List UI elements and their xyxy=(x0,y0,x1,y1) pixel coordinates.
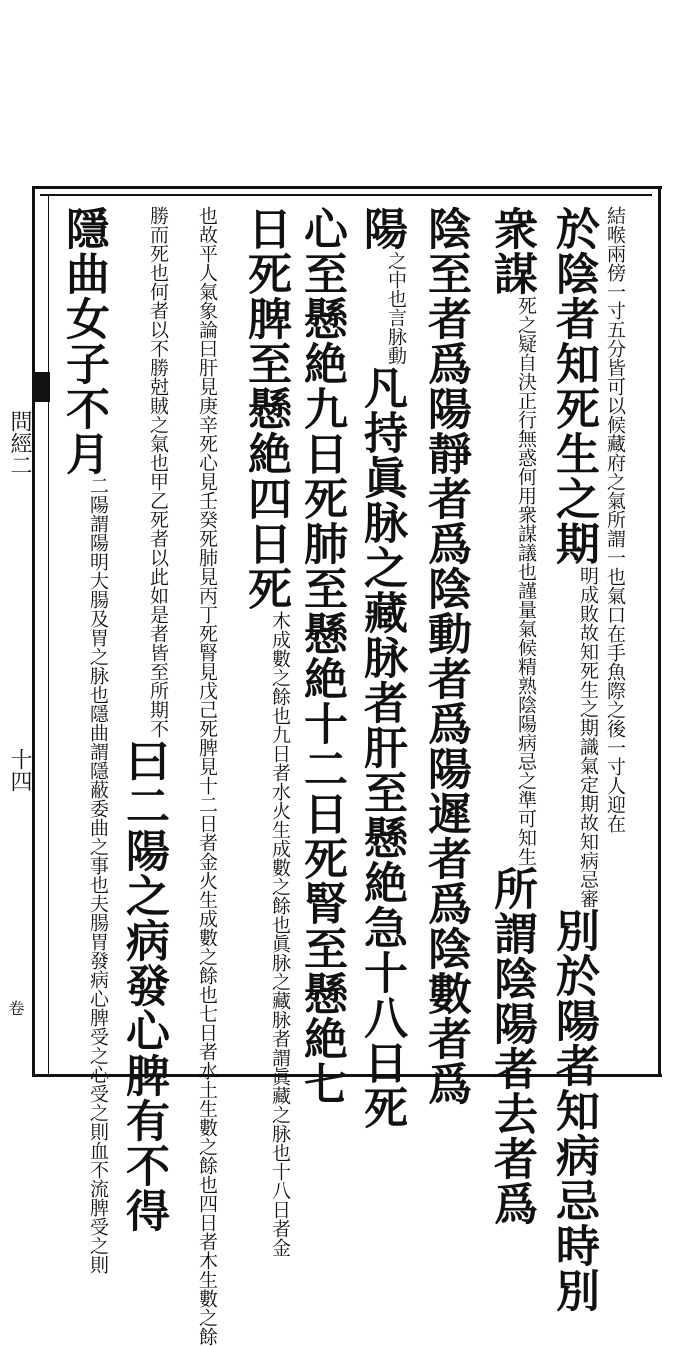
annotation-right: 眞脉之藏脉者謂眞藏之脉也十八日者金 xyxy=(269,934,291,1257)
text-column-7 xyxy=(240,206,291,1257)
annotation-pair xyxy=(269,611,290,1257)
main-text: 日死脾至懸絶四日死 xyxy=(240,206,291,611)
frame-top-rule xyxy=(34,186,662,189)
text-column-4 xyxy=(420,206,471,1106)
margin-page-number: 十四 xyxy=(7,748,32,792)
frame-left-inner-rule xyxy=(48,194,49,1074)
annotation-left: 勝而死也何者以不勝尅賊之氣也 xyxy=(147,206,169,472)
fishtail-mark xyxy=(34,372,50,402)
text-column-9 xyxy=(118,206,169,1233)
annotation-pair xyxy=(515,296,536,866)
margin-title: 問經二 xyxy=(7,410,32,476)
annotation-pair xyxy=(196,206,217,1346)
main-text: 陽 xyxy=(356,206,407,251)
main-text: 衆謀 xyxy=(486,206,537,296)
annotation-left: 木成數之餘也九日者水火生成數之餘也 xyxy=(269,611,291,934)
main-text: 於陰者知死生之期 xyxy=(548,206,599,566)
main-text: 所謂陰陽者去者爲 xyxy=(486,866,537,1226)
text-column-1 xyxy=(604,206,625,1066)
main-text: 隱曲女子不月 xyxy=(58,206,109,476)
main-text: 凡持眞脉之藏脉者肝至懸絶急十八日死 xyxy=(356,365,407,1130)
frame-right-rule xyxy=(658,186,661,1077)
annotation-pair xyxy=(604,206,625,833)
annotation-left: 結喉兩傍一寸五分皆可以候藏府之氣 xyxy=(604,206,626,510)
annotation-pair xyxy=(87,476,108,1274)
annotation-right: 也夫腸胃發病心脾受之心受之則血不流脾受之則 xyxy=(87,875,109,1274)
main-text: 陰至者爲陽靜者爲陰動者爲陽遲者爲陰數者爲 xyxy=(420,206,471,1106)
annotation-pair xyxy=(147,206,168,738)
main-text: 心至懸絶九日死肺至懸絶十二日死腎至懸絶七 xyxy=(296,206,347,1106)
annotation-right: 識氣定期故知病忌審 xyxy=(577,737,599,908)
annotation-right: 十二日者金火生成數之餘也七日者水土生數之餘也四日者木生數之餘 xyxy=(196,776,218,1346)
text-column-2 xyxy=(548,206,599,1313)
annotation-right: 謹量氣候精熟陰陽病忌之準可知生 xyxy=(515,581,537,866)
annotation-left: 死之疑自決正行無惑何用衆謀議也 xyxy=(515,296,537,581)
frame-left-rule xyxy=(32,186,35,1077)
text-column-8 xyxy=(196,206,218,1346)
text-column-6 xyxy=(296,206,347,1106)
frame-inner-rule xyxy=(40,194,652,196)
annotation-left: 也故平人氣象論曰肝見庚辛死心見壬癸死肺見丙丁死腎見戊己死脾見 xyxy=(196,206,218,776)
annotation-left: 明成敗故知死生之期 xyxy=(577,566,599,737)
main-text: 曰二陽之病發心脾有不得 xyxy=(118,738,169,1233)
annotation-pair xyxy=(385,251,406,365)
annotation-right: 言脉動 xyxy=(385,308,407,365)
annotation-right: 所謂一也氣口在手魚際之後一寸人迎在 xyxy=(604,510,626,833)
annotation-left: 之中也 xyxy=(385,251,407,308)
text-column-5 xyxy=(356,206,407,1130)
annotation-pair xyxy=(577,566,598,908)
text-column-3 xyxy=(486,206,537,1226)
main-text: 別於陽者知病忌時別 xyxy=(548,908,599,1313)
annotation-right: 甲乙死者以此如是者皆至所期不 xyxy=(147,472,169,738)
annotation-left: 二陽謂陽明大腸及胃之脉也隱曲謂隱蔽委曲之事 xyxy=(87,476,109,875)
margin-bottom-mark: 卷 xyxy=(6,1000,25,1016)
text-column-10 xyxy=(58,206,109,1274)
